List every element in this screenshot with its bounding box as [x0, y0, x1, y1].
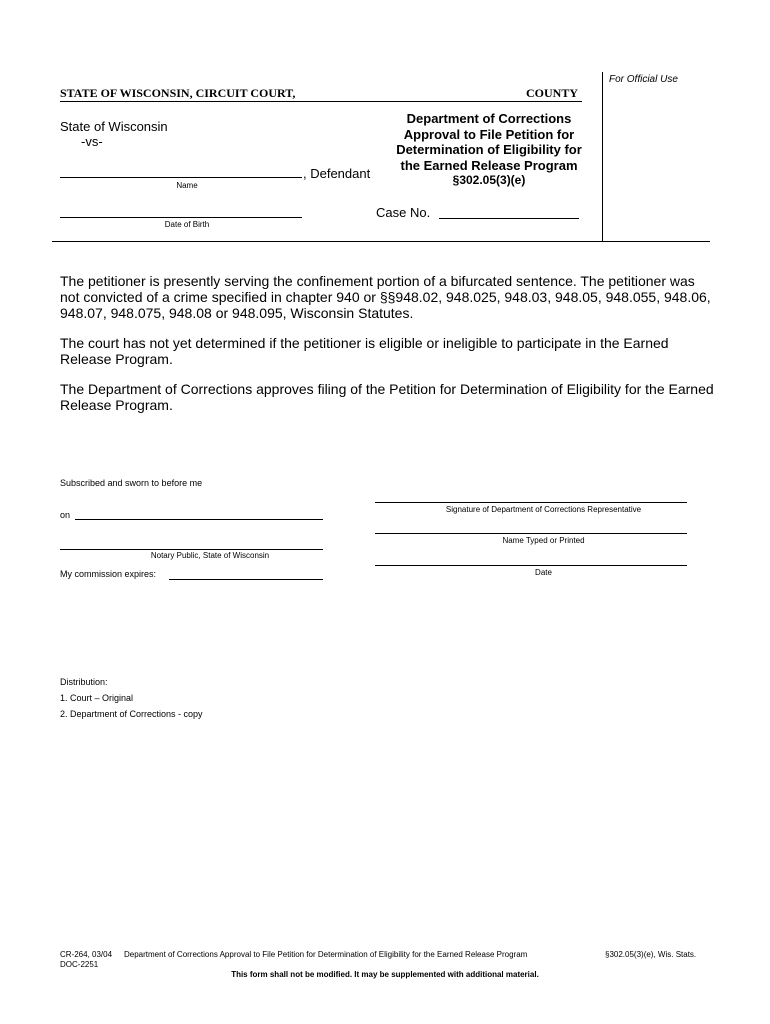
distribution-item: 2. Department of Corrections - copy	[60, 709, 203, 719]
distribution-item: 1. Court – Original	[60, 693, 134, 703]
sworn-date-line[interactable]	[75, 519, 323, 520]
doc-id: DOC-2251	[60, 960, 99, 969]
doc-rep-caption: Signature of Department of Corrections Representative	[445, 505, 642, 514]
versus-label: -vs-	[81, 134, 103, 149]
name-typed-line[interactable]	[375, 533, 687, 534]
title-line-4: the Earned Release Program	[400, 157, 578, 173]
commission-line[interactable]	[169, 579, 323, 580]
plaintiff-name: State of Wisconsin	[60, 119, 168, 134]
dob-caption: Date of Birth	[164, 220, 210, 229]
commission-label: My commission expires:	[60, 569, 157, 579]
modification-notice: This form shall not be modified. It may be supplemented with additional material.	[231, 970, 539, 979]
distribution-label: Distribution:	[60, 677, 108, 687]
form-id: CR-264, 03/04	[60, 950, 113, 959]
notary-caption: Notary Public, State of Wisconsin	[150, 551, 270, 560]
defendant-name-line[interactable]	[60, 177, 302, 178]
title-line-1: Department of Corrections	[406, 111, 572, 126]
paragraph-3: The Department of Corrections approves filing of the Petition for Determination of Eligibility for the Earned Release Program.	[60, 381, 714, 413]
official-use-divider	[602, 72, 603, 242]
footer-statute: §302.05(3)(e), Wis. Stats.	[605, 950, 697, 959]
title-line-2: Approval to File Petition for	[403, 126, 575, 142]
notary-signature-line[interactable]	[60, 549, 323, 550]
subscribed-label: Subscribed and sworn to before me	[60, 478, 203, 488]
paragraph-1: The petitioner is presently serving the confinement portion of a bifurcated sentence. The petitioner was not convicted of a crime specified in chapter 940 or §§948.02, 948.025, 948.03, 948.05, 948.055, 948.06, 948.07, 948.075, 948.08 or 948.095, Wisconsin Statutes.	[60, 273, 711, 321]
date-caption: Date	[535, 568, 552, 577]
name-typed-caption: Name Typed or Printed	[502, 536, 585, 545]
defendant-label: , Defendant	[303, 166, 371, 181]
doc-rep-signature-line[interactable]	[375, 502, 687, 503]
date-line[interactable]	[375, 565, 687, 566]
case-no-label: Case No.	[376, 205, 431, 220]
county-label: COUNTY	[526, 86, 579, 100]
court-county-line	[60, 101, 582, 102]
case-no-line[interactable]	[439, 218, 579, 219]
footer-form-title: Department of Corrections Approval to File Petition for Determination of Eligibility for the Earned Release Program	[124, 950, 528, 959]
paragraph-2: The court has not yet determined if the petitioner is eligible or ineligible to participate in the Earned Release Program.	[60, 335, 669, 367]
official-use-label: For Official Use	[609, 74, 678, 85]
court-heading: STATE OF WISCONSIN, CIRCUIT COURT,	[60, 86, 296, 100]
form-title	[378, 111, 600, 189]
title-statute: §302.05(3)(e)	[452, 173, 526, 187]
caption-bottom-rule	[52, 241, 710, 242]
name-caption: Name	[176, 181, 198, 190]
title-line-3: Determination of Eligibility for	[396, 142, 582, 157]
on-label: on	[60, 510, 71, 520]
dob-line[interactable]	[60, 217, 302, 218]
